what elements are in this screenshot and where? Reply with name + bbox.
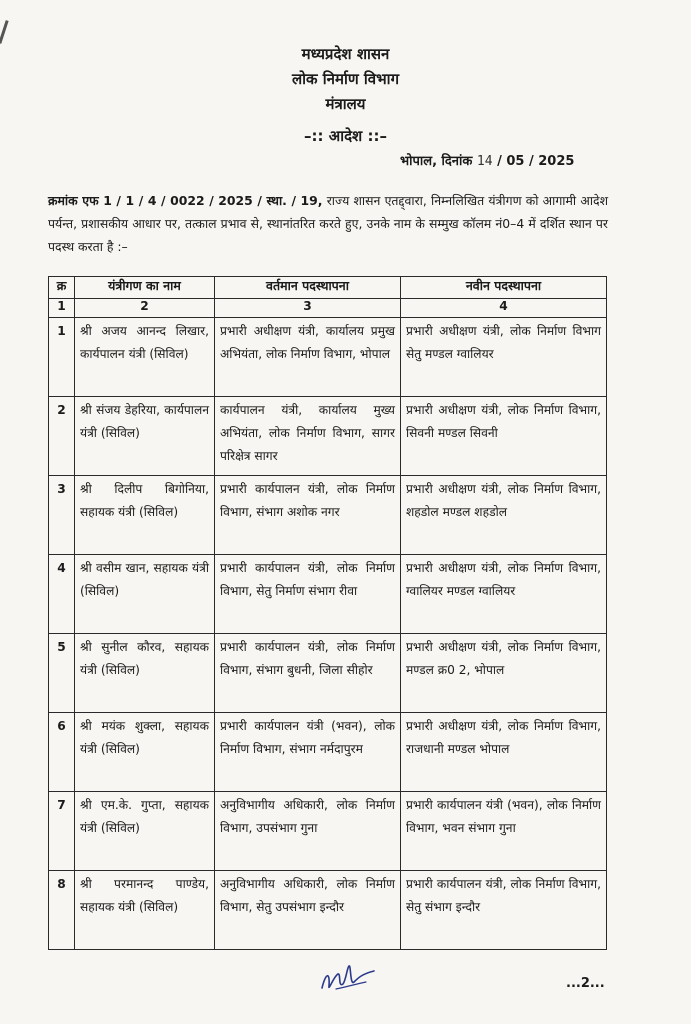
table-row — [49, 871, 607, 950]
table-row — [49, 634, 607, 713]
serial-cell: 7 — [49, 792, 75, 871]
serial-cell: 3 — [49, 476, 75, 555]
current-posting-cell: अनुविभागीय अधिकारी, लोक निर्माण विभाग, सेतु उपसंभाग इन्दौर — [215, 871, 401, 950]
new-posting-cell: प्रभारी अधीक्षण यंत्री, लोक निर्माण विभाग, सिवनी मण्डल सिवनी — [401, 397, 607, 476]
new-posting-cell: प्रभारी अधीक्षण यंत्री, लोक निर्माण विभाग सेतु मण्डल ग्वालियर — [401, 318, 607, 397]
date-prefix: भोपाल, दिनांक — [400, 154, 473, 169]
serial-cell: 6 — [49, 713, 75, 792]
new-posting-cell: प्रभारी अधीक्षण यंत्री, लोक निर्माण विभाग, मण्डल क्र0 2, भोपाल — [401, 634, 607, 713]
date-day: 14 — [476, 154, 493, 169]
table-row — [49, 555, 607, 634]
signature — [316, 962, 380, 998]
serial-cell: 2 — [49, 397, 75, 476]
order-title: –:: आदेश ::– — [304, 127, 387, 145]
page-indicator: ...2... — [566, 976, 605, 991]
date-rest: / 05 / 2025 — [497, 154, 575, 169]
col-number: 2 — [75, 299, 215, 318]
name-cell: श्री परमानन्द पाण्डेय, सहायक यंत्री (सिविल) — [75, 871, 215, 950]
name-cell: श्री अजय आनन्द लिखार, कार्यपालन यंत्री (सिविल) — [75, 318, 215, 397]
new-posting-cell: प्रभारी कार्यपालन यंत्री, लोक निर्माण विभाग, सेतु संभाग इन्दौर — [401, 871, 607, 950]
header-current-posting: वर्तमान पदस्थापना — [215, 277, 401, 299]
name-cell: श्री एम.के. गुप्ता, सहायक यंत्री (सिविल) — [75, 792, 215, 871]
current-posting-cell: प्रभारी कार्यपालन यंत्री, लोक निर्माण विभाग, सेतु निर्माण संभाग रीवा — [215, 555, 401, 634]
name-cell: श्री संजय डेहरिया, कार्यपालन यंत्री (सिविल) — [75, 397, 215, 476]
table-row — [49, 713, 607, 792]
order-date — [400, 151, 574, 169]
order-intro-text: राज्य शासन एतद्द्वारा, निम्नलिखित यंत्रीगण को आगामी आदेश पर्यन्त, प्रशासकीय आधार पर, तत्काल प्रभाव से, स्थानांतरित करते हुए, उनके नाम के सम्मुख कॉलम नं0–4 में दर्शित स्थान पर पदस्थ करता है :– — [48, 193, 609, 254]
name-cell: श्री मयंक शुक्ला, सहायक यंत्री (सिविल) — [75, 713, 215, 792]
serial-cell: 8 — [49, 871, 75, 950]
order-intro — [48, 189, 608, 258]
serial-cell: 4 — [49, 555, 75, 634]
order-reference: क्रमांक एफ 1 / 1 / 4 / 0022 / 2025 / स्था. / 19, — [48, 193, 323, 208]
name-cell: श्री दिलीप बिगोनिया, सहायक यंत्री (सिविल) — [75, 476, 215, 555]
current-posting-cell: प्रभारी अधीक्षण यंत्री, कार्यालय प्रमुख अभियंता, लोक निर्माण विभाग, भोपाल — [215, 318, 401, 397]
column-number-row — [49, 299, 607, 318]
col-number: 1 — [49, 299, 75, 318]
table-row — [49, 476, 607, 555]
current-posting-cell: प्रभारी कार्यपालन यंत्री, लोक निर्माण विभाग, संभाग बुधनी, जिला सीहोर — [215, 634, 401, 713]
new-posting-cell: प्रभारी अधीक्षण यंत्री, लोक निर्माण विभाग, शहडोल मण्डल शहडोल — [401, 476, 607, 555]
col-number: 3 — [215, 299, 401, 318]
new-posting-cell: प्रभारी अधीक्षण यंत्री, लोक निर्माण विभाग, राजधानी मण्डल भोपाल — [401, 713, 607, 792]
current-posting-cell: अनुविभागीय अधिकारी, लोक निर्माण विभाग, उपसंभाग गुना — [215, 792, 401, 871]
serial-cell: 5 — [49, 634, 75, 713]
col-number: 4 — [401, 299, 607, 318]
header-serial: क्र — [49, 277, 75, 299]
header-government: मध्यप्रदेश शासन — [301, 45, 390, 63]
header-name: यंत्रीगण का नाम — [75, 277, 215, 299]
table-row — [49, 318, 607, 397]
current-posting-cell: कार्यपालन यंत्री, कार्यालय मुख्य अभियंता, लोक निर्माण विभाग, सागर परिक्षेत्र सागर — [215, 397, 401, 476]
current-posting-cell: प्रभारी कार्यपालन यंत्री, लोक निर्माण विभाग, संभाग अशोक नगर — [215, 476, 401, 555]
header-department: लोक निर्माण विभाग — [291, 70, 400, 88]
new-posting-cell: प्रभारी कार्यपालन यंत्री (भवन), लोक निर्माण विभाग, भवन संभाग गुना — [401, 792, 607, 871]
current-posting-cell: प्रभारी कार्यपालन यंत्री (भवन), लोक निर्माण विभाग, संभाग नर्मदापुरम — [215, 713, 401, 792]
transfer-table — [48, 276, 607, 950]
name-cell: श्री सुनील कौरव, सहायक यंत्री (सिविल) — [75, 634, 215, 713]
header-ministry: मंत्रालय — [325, 95, 366, 113]
header-new-posting: नवीन पदस्थापना — [401, 277, 607, 299]
name-cell: श्री वसीम खान, सहायक यंत्री (सिविल) — [75, 555, 215, 634]
serial-cell: 1 — [49, 318, 75, 397]
table-row — [49, 397, 607, 476]
table-header-row — [49, 277, 607, 299]
pen-mark — [0, 20, 9, 44]
table-row — [49, 792, 607, 871]
new-posting-cell: प्रभारी अधीक्षण यंत्री, लोक निर्माण विभाग, ग्वालियर मण्डल ग्वालियर — [401, 555, 607, 634]
